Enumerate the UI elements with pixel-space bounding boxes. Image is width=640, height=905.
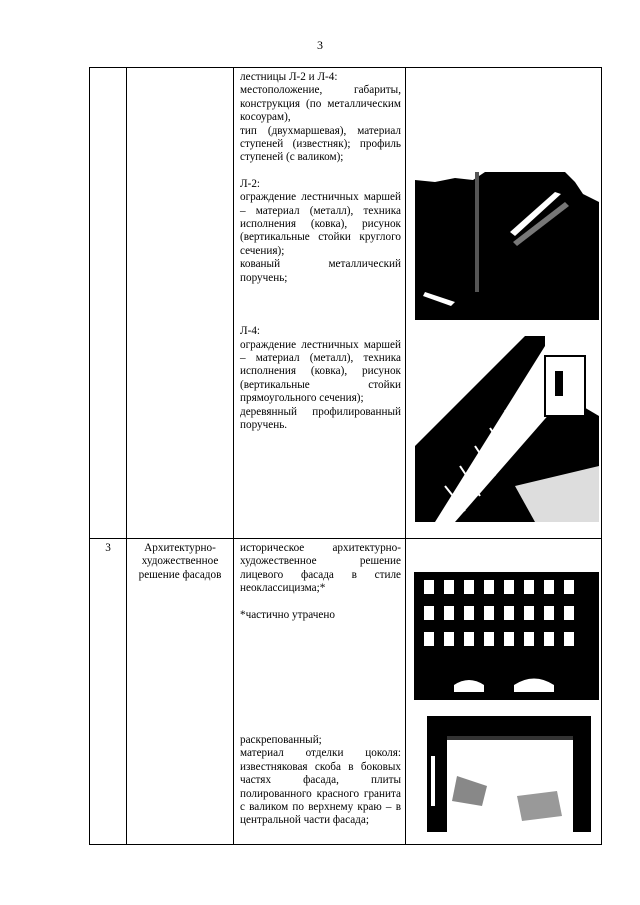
paragraph: деревянный профилированный поручень. (240, 405, 401, 431)
paragraph: Л-2: (240, 177, 261, 190)
row-name-cell: Архитектурно-художественное решение фасадов (127, 539, 234, 845)
paragraph: ограждение лестничных маршей – материал (металл), техника исполнения (ковка), рисунок (вертикальные стойки круглого сечения); (240, 191, 401, 257)
paragraph: тип (двухмаршевая), материал ступеней (известняк); профиль ступеней (с валиком); (240, 124, 401, 164)
facade-photo (414, 540, 599, 700)
row-number-cell: 3 (90, 539, 127, 845)
plinth-photo (427, 716, 591, 832)
row-number-cell (90, 68, 127, 539)
row-description-cell (234, 68, 406, 539)
row-description-cell (234, 539, 406, 845)
paragraph: кованый металлический поручень; (240, 258, 401, 284)
paragraph: местоположение, габариты, конструкция (по металлическим косоурам), (240, 84, 401, 124)
staircase-l4-photo (415, 336, 599, 522)
staircase-l2-photo (415, 172, 599, 320)
paragraph: материал отделки цоколя: известняковая скоба в боковых частях фасада, плиты полированного красного гранита с валиком по верхнему краю – в центральной части фасада; (240, 747, 401, 827)
paragraph: раскрепованный; (240, 734, 322, 747)
paragraph: Л-4: (240, 325, 261, 338)
paragraph: *частично утрачено (240, 608, 335, 621)
row-name-cell (127, 68, 234, 539)
paragraph: ограждение лестничных маршей – материал (металл), техника исполнения (ковка), рисунок (вертикальные стойки прямоугольного сечения); (240, 338, 401, 405)
paragraph: лестницы Л-2 и Л-4: (240, 71, 338, 83)
paragraph: историческое архитектурно-художественное решение лицевого фасада в стиле неоклассицизма;* (240, 542, 401, 595)
page-number: 3 (317, 38, 323, 52)
